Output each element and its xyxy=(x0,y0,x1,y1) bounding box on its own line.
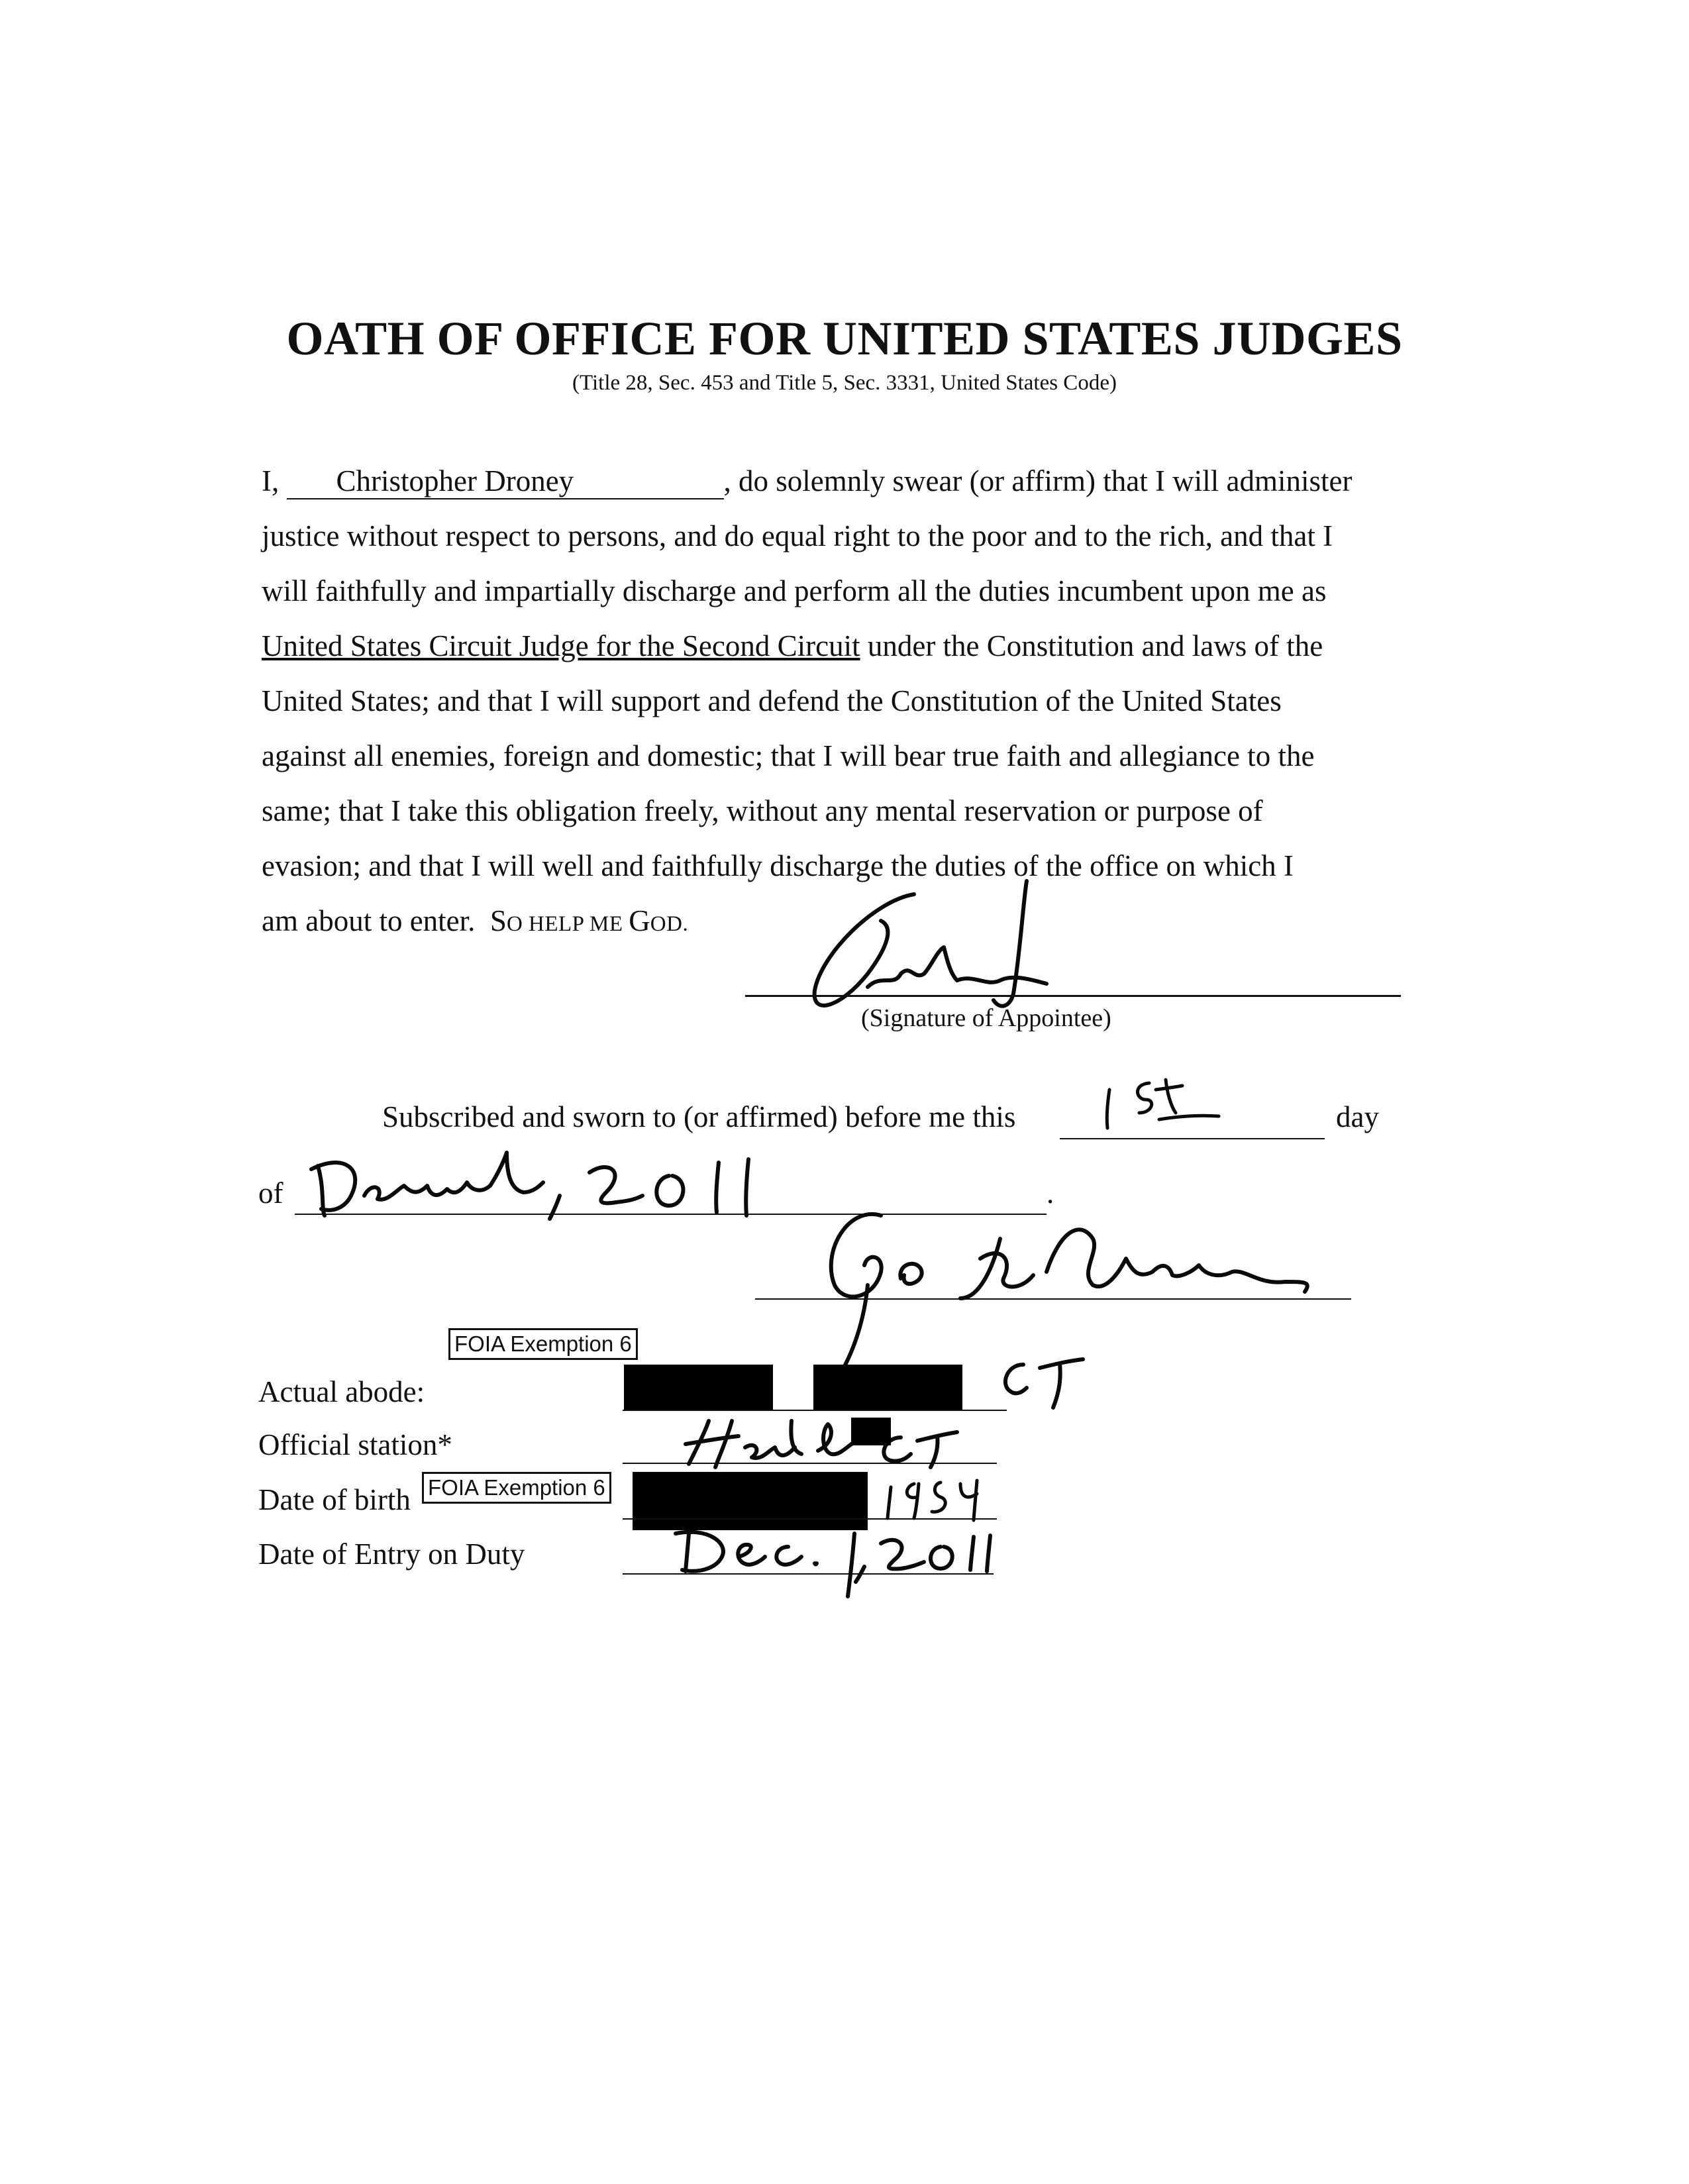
oath-line-4 xyxy=(262,619,1401,674)
of-label: of xyxy=(258,1176,283,1210)
handwritten-date-of-birth xyxy=(878,1471,997,1524)
document-title: OATH OF OFFICE FOR UNITED STATES JUDGES xyxy=(286,312,1403,365)
day-label: day xyxy=(1336,1100,1379,1133)
oath-line-5: United States; and that I will support and defend the Constitution of the United States xyxy=(262,684,1282,717)
handwritten-month-year xyxy=(305,1143,835,1229)
handwritten-date-of-entry xyxy=(662,1517,1007,1603)
subscribed-text: Subscribed and sworn to (or affirmed) before me this xyxy=(382,1100,1016,1133)
office-title: United States Circuit Judge for the Second Circuit xyxy=(262,629,860,662)
oath-line-1 xyxy=(262,454,1401,509)
oath-pronoun: I, xyxy=(262,464,280,497)
oath-line-2: justice without respect to persons, and do equal right to the poor and to the rich, and that I xyxy=(262,519,1333,552)
handwritten-day xyxy=(1093,1070,1225,1136)
oath-line-9-text: am about to enter. xyxy=(262,904,476,937)
redaction-block xyxy=(851,1418,891,1445)
redaction-block xyxy=(813,1365,962,1410)
date-of-entry-label: Date of Entry on Duty xyxy=(258,1537,525,1571)
closing-phrase: SO HELP ME GOD. xyxy=(489,904,689,937)
administering-official-signature-line xyxy=(755,1298,1351,1300)
day-blank xyxy=(1060,1138,1325,1139)
appointee-name-field: Christopher Droney xyxy=(287,464,724,499)
oath-line-8: evasion; and that I will well and faithfully discharge the duties of the office on which I xyxy=(262,849,1294,882)
handwritten-actual-abode xyxy=(994,1351,1086,1411)
foia-exemption-label: FOIA Exemption 6 xyxy=(422,1472,611,1504)
date-of-birth-label: Date of birth xyxy=(258,1483,411,1516)
oath-line-6: against all enemies, foreign and domestic; that I will bear true faith and allegiance to the xyxy=(262,739,1315,772)
oath-line-4-rest: under the Constitution and laws of the xyxy=(860,629,1323,662)
actual-abode-label: Actual abode: xyxy=(258,1375,425,1408)
redaction-block xyxy=(624,1365,773,1410)
oath-line-1-rest: , do solemnly swear (or affirm) that I will administer xyxy=(723,464,1353,497)
oath-line-3: will faithfully and impartially discharge and perform all the duties incumbent upon me as xyxy=(262,574,1327,607)
foia-exemption-label: FOIA Exemption 6 xyxy=(448,1328,638,1360)
signature-line xyxy=(745,995,1401,997)
handwritten-official-station xyxy=(679,1411,970,1471)
document-subtitle: (Title 28, Sec. 453 and Title 5, Sec. 3331, United States Code) xyxy=(572,371,1117,395)
month-end-mark: . xyxy=(1047,1176,1054,1210)
oath-line-7: same; that I take this obligation freely, without any mental reservation or purpose of xyxy=(262,794,1263,827)
official-station-label: Official station* xyxy=(258,1428,452,1461)
signature-caption: (Signature of Appointee) xyxy=(861,1004,1111,1032)
